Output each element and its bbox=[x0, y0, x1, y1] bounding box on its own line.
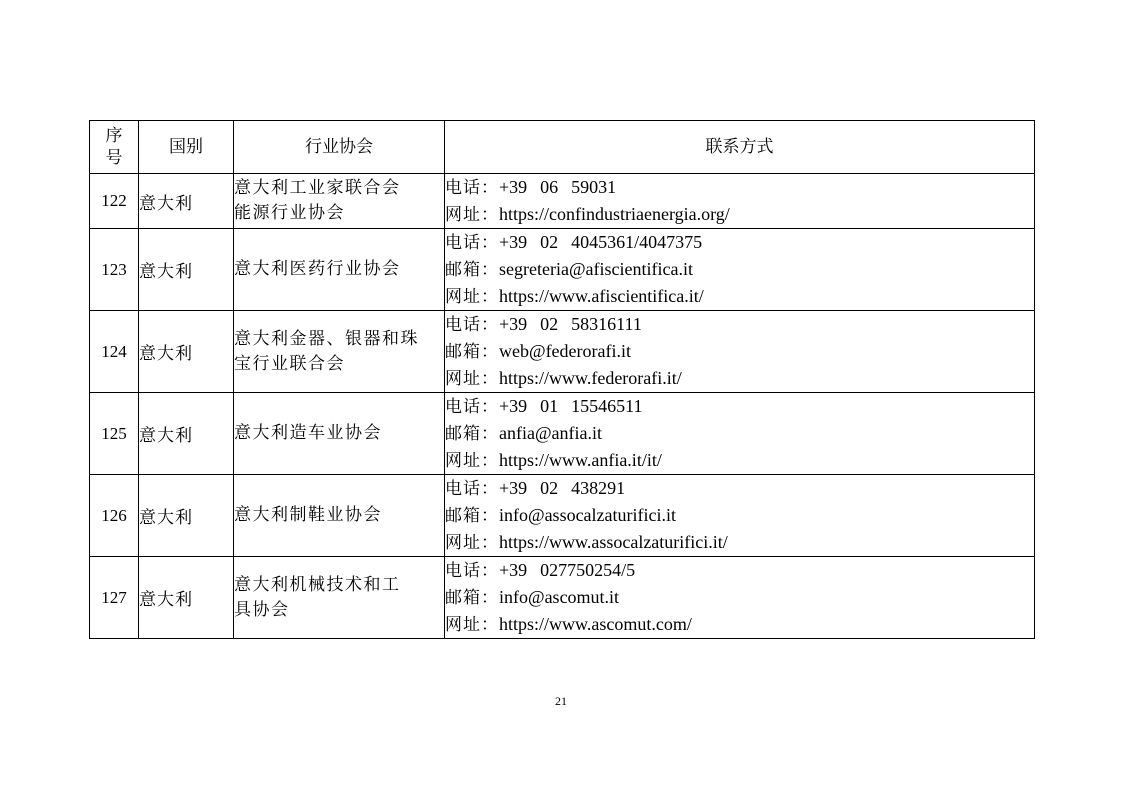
table-row bbox=[90, 229, 1035, 311]
email-line bbox=[445, 502, 1034, 529]
association-table bbox=[89, 120, 1035, 639]
web-value[interactable]: https://www.anfia.it/it/ bbox=[499, 450, 662, 470]
contact-cell bbox=[445, 557, 1035, 639]
row-number: 127 bbox=[90, 557, 139, 639]
phone-value: +39 06 59031 bbox=[499, 177, 617, 197]
header-country: 国别 bbox=[139, 121, 234, 174]
web-value[interactable]: https://www.ascomut.com/ bbox=[499, 614, 692, 634]
phone-line bbox=[445, 174, 1034, 201]
web-label: 网址： bbox=[445, 287, 499, 307]
country-cell: 意大利 bbox=[139, 475, 234, 557]
contact-cell bbox=[445, 311, 1035, 393]
website-line bbox=[445, 283, 1034, 310]
web-label: 网址： bbox=[445, 205, 499, 225]
contact-cell bbox=[445, 393, 1035, 475]
web-label: 网址： bbox=[445, 369, 499, 389]
country-cell: 意大利 bbox=[139, 393, 234, 475]
website-line bbox=[445, 611, 1034, 638]
web-value[interactable]: https://confindustriaenergia.org/ bbox=[499, 204, 730, 224]
country-cell: 意大利 bbox=[139, 174, 234, 229]
table-header-row bbox=[90, 121, 1035, 174]
table-row bbox=[90, 557, 1035, 639]
phone-label: 电话： bbox=[445, 233, 499, 253]
page-number: 21 bbox=[555, 694, 567, 708]
phone-line bbox=[445, 557, 1034, 584]
email-label: 邮箱： bbox=[445, 588, 499, 608]
phone-label: 电话： bbox=[445, 561, 499, 581]
phone-label: 电话： bbox=[445, 178, 499, 198]
header-no: 序 号 bbox=[90, 121, 139, 174]
website-line bbox=[445, 201, 1034, 228]
phone-value: +39 02 438291 bbox=[499, 478, 626, 498]
website-line bbox=[445, 529, 1034, 556]
country-cell: 意大利 bbox=[139, 557, 234, 639]
web-label: 网址： bbox=[445, 451, 499, 471]
table-row bbox=[90, 475, 1035, 557]
header-association: 行业协会 bbox=[234, 121, 445, 174]
association-name-cell: 意大利制鞋业协会 bbox=[234, 475, 445, 557]
website-line bbox=[445, 447, 1034, 474]
email-line bbox=[445, 420, 1034, 447]
phone-value: +39 02 58316111 bbox=[499, 314, 642, 334]
contact-cell bbox=[445, 174, 1035, 229]
phone-line bbox=[445, 311, 1034, 338]
phone-value: +39 02 4045361/4047375 bbox=[499, 232, 703, 252]
phone-line bbox=[445, 475, 1034, 502]
email-line bbox=[445, 584, 1034, 611]
header-contact: 联系方式 bbox=[445, 121, 1035, 174]
phone-label: 电话： bbox=[445, 315, 499, 335]
row-number: 126 bbox=[90, 475, 139, 557]
email-value[interactable]: info@ascomut.it bbox=[499, 587, 620, 607]
phone-label: 电话： bbox=[445, 479, 499, 499]
row-number: 123 bbox=[90, 229, 139, 311]
phone-value: +39 01 15546511 bbox=[499, 396, 643, 416]
email-line bbox=[445, 256, 1034, 283]
web-value[interactable]: https://www.assocalzaturifici.it/ bbox=[499, 532, 728, 552]
email-label: 邮箱： bbox=[445, 342, 499, 362]
email-line bbox=[445, 338, 1034, 365]
phone-line bbox=[445, 229, 1034, 256]
row-number: 124 bbox=[90, 311, 139, 393]
table-row bbox=[90, 174, 1035, 229]
table-row bbox=[90, 393, 1035, 475]
email-value[interactable]: web@federorafi.it bbox=[499, 341, 632, 361]
email-label: 邮箱： bbox=[445, 260, 499, 280]
web-label: 网址： bbox=[445, 615, 499, 635]
country-cell: 意大利 bbox=[139, 229, 234, 311]
contact-cell bbox=[445, 229, 1035, 311]
website-line bbox=[445, 365, 1034, 392]
web-value[interactable]: https://www.federorafi.it/ bbox=[499, 368, 682, 388]
phone-value: +39 027750254/5 bbox=[499, 560, 636, 580]
association-name-cell: 意大利造车业协会 bbox=[234, 393, 445, 475]
row-number: 122 bbox=[90, 174, 139, 229]
email-label: 邮箱： bbox=[445, 506, 499, 526]
contact-cell bbox=[445, 475, 1035, 557]
web-value[interactable]: https://www.afiscientifica.it/ bbox=[499, 286, 704, 306]
phone-label: 电话： bbox=[445, 397, 499, 417]
table-row bbox=[90, 311, 1035, 393]
email-value[interactable]: anfia@anfia.it bbox=[499, 423, 603, 443]
email-value[interactable]: info@assocalzaturifici.it bbox=[499, 505, 677, 525]
row-number: 125 bbox=[90, 393, 139, 475]
association-name-cell: 意大利工业家联合会 能源行业协会 bbox=[234, 174, 445, 229]
web-label: 网址： bbox=[445, 533, 499, 553]
association-name-cell: 意大利机械技术和工 具协会 bbox=[234, 557, 445, 639]
email-value[interactable]: segreteria@afiscientifica.it bbox=[499, 259, 693, 279]
association-name-cell: 意大利金器、银器和珠 宝行业联合会 bbox=[234, 311, 445, 393]
phone-line bbox=[445, 393, 1034, 420]
association-name-cell: 意大利医药行业协会 bbox=[234, 229, 445, 311]
email-label: 邮箱： bbox=[445, 424, 499, 444]
country-cell: 意大利 bbox=[139, 311, 234, 393]
